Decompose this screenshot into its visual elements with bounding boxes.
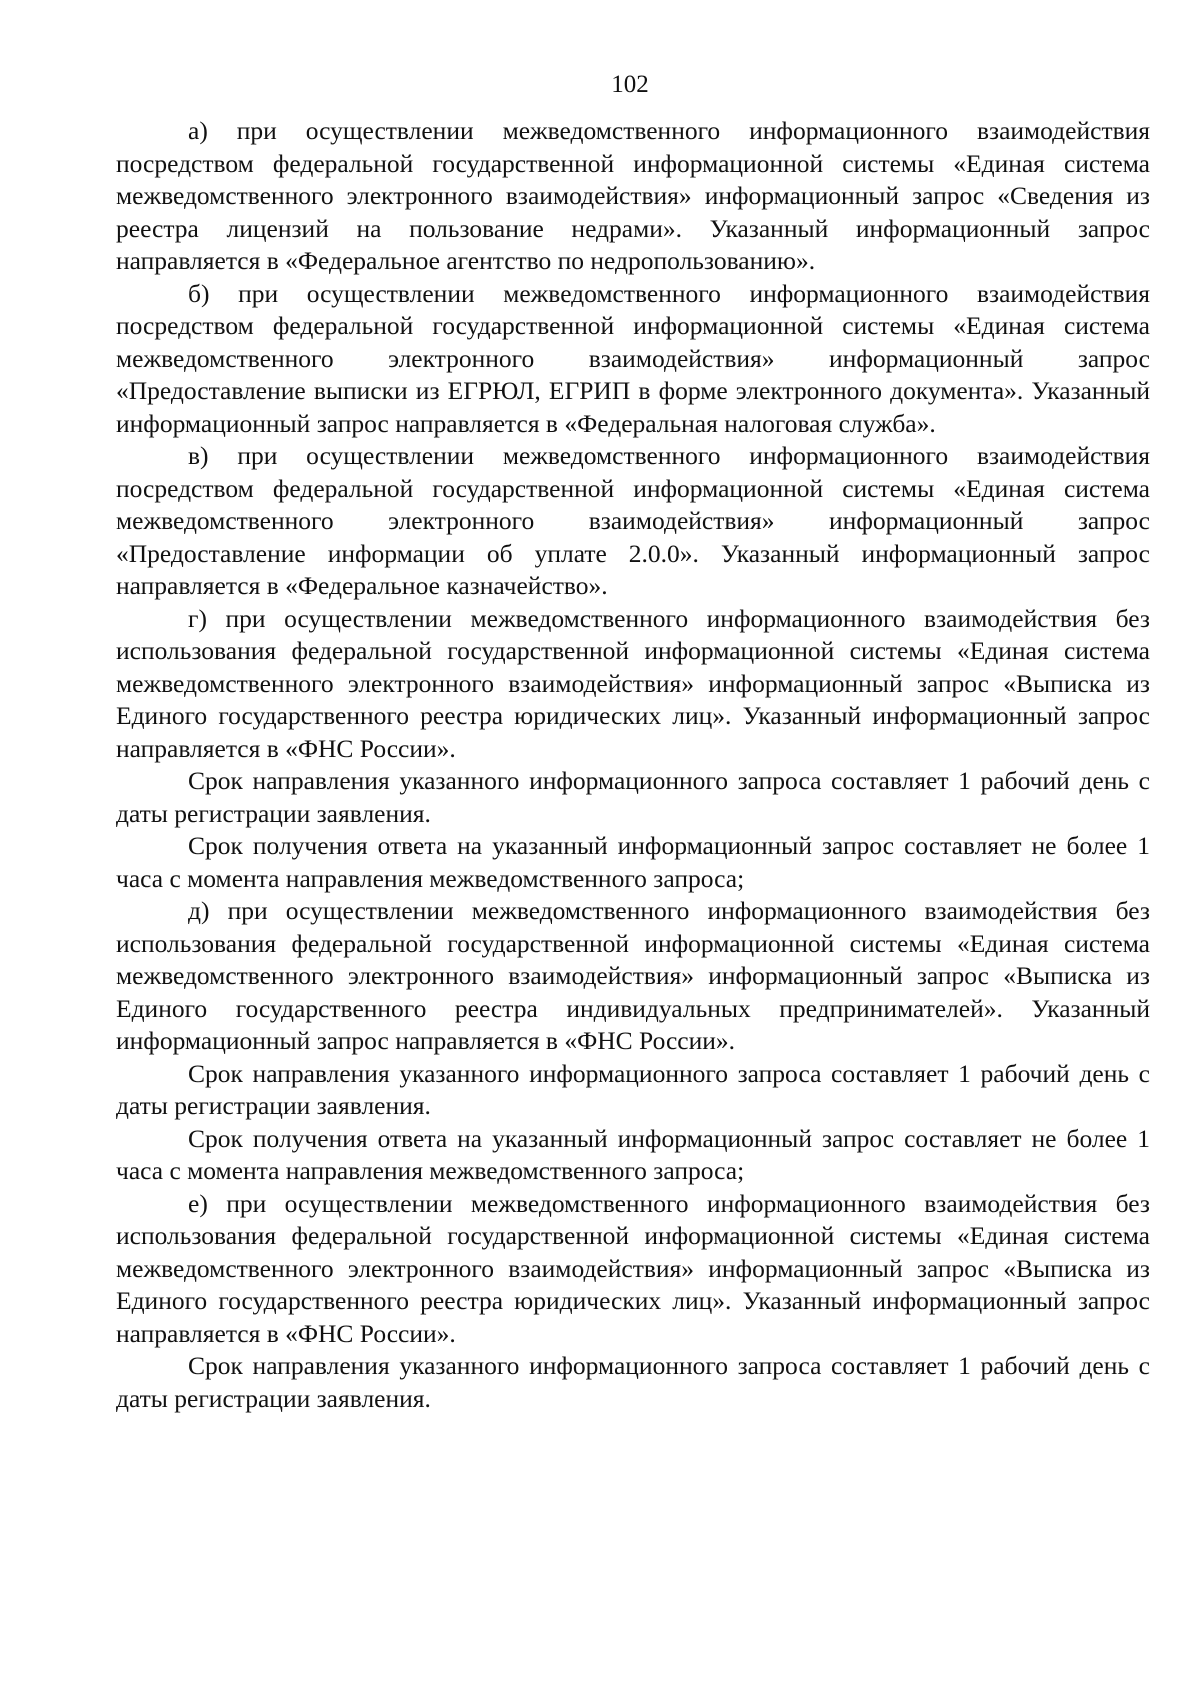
paragraph-a: а) при осуществлении межведомственного информационного взаимодействия посредством федеральной государственной информационной системы «Единая система межведомственного электронного взаимодействия» информационный запрос «Сведения из реестра лицензий на пользование недрами». Указанный информационный запрос направляется в «Федеральное агентство по недропользованию». [116,116,1150,275]
paragraph-g: г) при осуществлении межведомственного информационного взаимодействия без использования федеральной государственной информационной системы «Единая система межведомственного электронного взаимодействия» информационный запрос «Выписка из Единого государственного реестра юридических лиц». Указанный информационный запрос направляется в «ФНС России». [116,603,1150,763]
paragraph-deadline-response-1: Срок получения ответа на указанный информационный запрос составляет не более 1 часа с момента направления межведомственного запроса; [116,831,1150,893]
paragraph-v: в) при осуществлении межведомственного информационного взаимодействия посредством федеральной государственной информационной системы «Единая система межведомственного электронного взаимодействия» информационный запрос «Предоставление информации об уплате 2.0.0». Указанный информационный запрос направляется в «Федеральное казначейство». [116,441,1150,600]
paragraph-e: е) при осуществлении межведомственного информационного взаимодействия без использования федеральной государственной информационной системы «Единая система межведомственного электронного взаимодействия» информационный запрос «Выписка из Единого государственного реестра юридических лиц». Указанный информационный запрос направляется в «ФНС России». [116,1188,1150,1348]
paragraph-deadline-send-2: Срок направления указанного информационного запроса составляет 1 рабочий день с даты регистрации заявления. [116,1058,1150,1120]
paragraph-deadline-send-1: Срок направления указанного информационного запроса составляет 1 рабочий день с даты регистрации заявления. [116,766,1150,828]
paragraph-deadline-send-3: Срок направления указанного информационного запроса составляет 1 рабочий день с даты регистрации заявления. [116,1351,1150,1413]
paragraph-b: б) при осуществлении межведомственного информационного взаимодействия посредством федеральной государственной информационной системы «Единая система межведомственного электронного взаимодействия» информационный запрос «Предоставление выписки из ЕГРЮЛ, ЕГРИП в форме электронного документа». Указанный информационный запрос направляется в «Федеральная налоговая служба». [116,278,1150,438]
paragraph-deadline-response-2: Срок получения ответа на указанный информационный запрос составляет не более 1 часа с момента направления межведомственного запроса; [116,1123,1150,1185]
page-number: 102 [611,71,649,98]
document-body [116,115,1150,1415]
paragraph-d: д) при осуществлении межведомственного информационного взаимодействия без использования федеральной государственной информационной системы «Единая система межведомственного электронного взаимодействия» информационный запрос «Выписка из Единого государственного реестра индивидуальных предпринимателей». Указанный информационный запрос направляется в «ФНС России». [116,896,1150,1055]
